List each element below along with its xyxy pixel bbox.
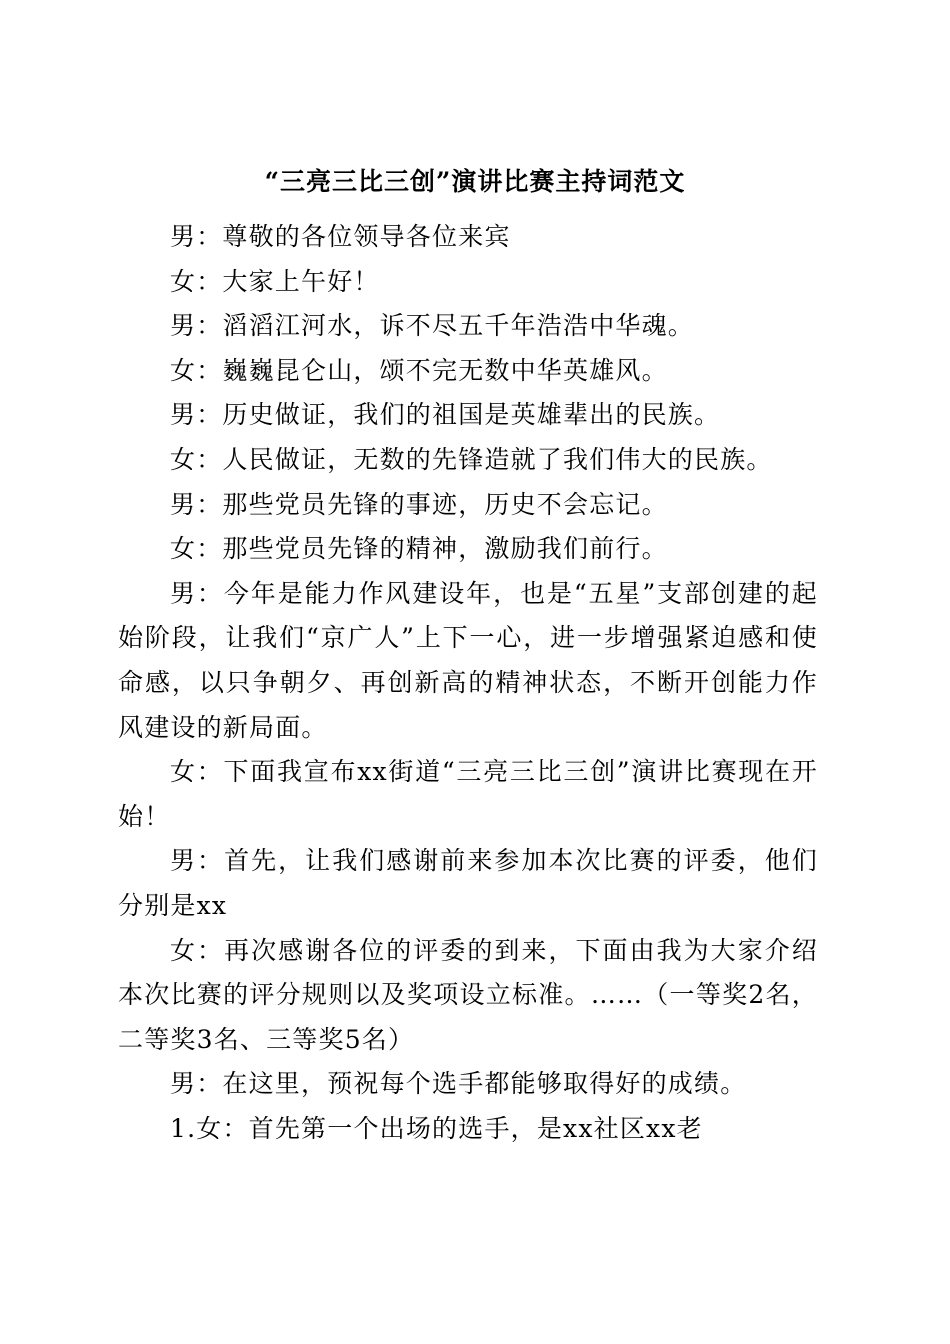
- paragraph: 女：人民做证，无数的先锋造就了我们伟大的民族。: [170, 444, 773, 474]
- document-title: “三亮三比三创”演讲比赛主持词范文: [264, 167, 686, 196]
- paragraph: 男：历史做证，我们的祖国是英雄辈出的民族。: [170, 400, 721, 430]
- paragraph: 1.女：首先第一个出场的选手，是xx社区xx老: [170, 1113, 703, 1143]
- paragraph: 男：在这里，预祝每个选手都能够取得好的成绩。: [170, 1069, 747, 1099]
- paragraph: 男：那些党员先锋的事迹，历史不会忘记。: [170, 489, 668, 519]
- paragraph: 女：大家上午好！: [170, 266, 380, 296]
- paragraph: 男：滔滔江河水，诉不尽五千年浩浩中华魂。: [170, 311, 695, 341]
- document-body: [118, 215, 818, 1151]
- paragraph: 女：巍巍昆仑山，颂不完无数中华英雄风。: [170, 355, 668, 385]
- paragraph: 男：尊敬的各位领导各位来宾: [170, 222, 511, 251]
- paragraph: 女：下面我宣布xx街道“三亮三比三创”演讲比赛现在开始！: [118, 757, 818, 831]
- paragraph: 男：今年是能力作风建设年，也是“五星”支部创建的起始阶段，让我们“京广人”上下一心，进一步增强紧迫感和使命感，以只争朝夕、再创新高的精神状态，不断开创能力作风建设的新局面。: [118, 578, 818, 742]
- paragraph: 女：那些党员先锋的精神，激励我们前行。: [170, 534, 668, 564]
- paragraph: 男：首先，让我们感谢前来参加本次比赛的评委，他们分别是xx: [118, 846, 818, 920]
- paragraph: 女：再次感谢各位的评委的到来，下面由我为大家介绍本次比赛的评分规则以及奖项设立标准。……（一等奖2名，二等奖3名、三等奖5名）: [118, 935, 818, 1054]
